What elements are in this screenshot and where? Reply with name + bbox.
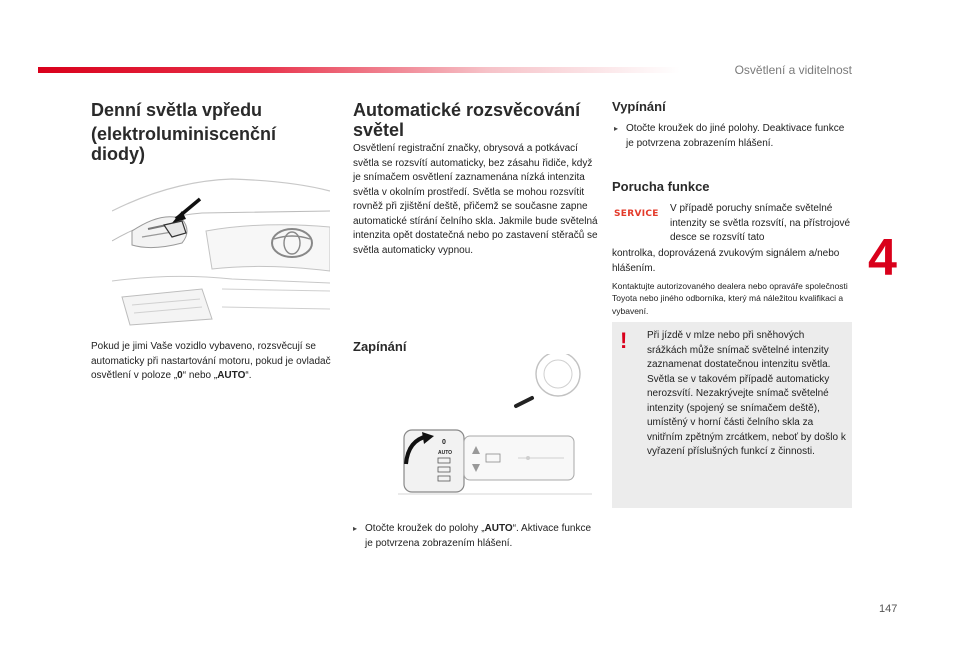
header-accent-bar bbox=[38, 67, 680, 73]
chapter-number: 4 bbox=[868, 229, 897, 287]
service-warning-icon: SERVICE bbox=[614, 209, 659, 219]
page-number: 147 bbox=[879, 603, 898, 615]
car-front-illustration bbox=[112, 171, 330, 327]
stalk-label-zero: 0 bbox=[442, 439, 446, 446]
position-zero-label: 0 bbox=[177, 370, 183, 381]
stalk-label-auto: AUTO bbox=[438, 450, 453, 456]
auto-label-2: AUTO bbox=[484, 523, 513, 534]
switch-off-text: Otočte kroužek do jiné polohy. Deaktivace funkce je potvrzena zobrazením hlášení. bbox=[626, 123, 845, 149]
section-title: Osvětlení a viditelnost bbox=[734, 63, 852, 77]
malfunction-text-2: kontrolka, doprovázená zvukovým signálem a/nebo hlášením. bbox=[612, 248, 840, 274]
daytime-lights-title-line1: Denní světla vpředu bbox=[91, 100, 263, 120]
daytime-lights-title-line2: (elektroluminiscenční diody) bbox=[91, 124, 277, 165]
switch-off-title: Vypínání bbox=[612, 99, 666, 114]
exclamation-icon: ! bbox=[620, 328, 628, 353]
pointer-icon: ▸ bbox=[614, 124, 619, 133]
auto-lights-title: Automatické rozsvěcování světel bbox=[353, 100, 581, 141]
light-stalk-illustration bbox=[398, 354, 592, 500]
auto-label: AUTO bbox=[217, 370, 246, 381]
switch-on-title: Zapínání bbox=[353, 339, 407, 354]
pointer-icon: ▸ bbox=[353, 524, 358, 533]
daytime-lights-text: Pokud je jimi Vaše vozidlo vybaveno, rozsvěcují se automaticky při nastartování motoru, pokud je ovladač osvětlení v poloze „0“ nebo „AUTO“. bbox=[91, 341, 331, 381]
daytime-lights-title bbox=[91, 100, 331, 168]
switch-on-instruction bbox=[353, 522, 593, 551]
warning-text: Při jízdě v mlze nebo při sněhových srážkách může snímač světelné intenzity zaznamenat dostatečnou intenzitu světla. Světla se v takovém případě automaticky nerozsvítí. Nezakrývejte snímač světelné intenzity (spojený se snímačem deště), umístěný v horní části čelního skla za vnitřním zpětným zrcátkem, neboť by došlo k vyřazení příslušných funkcí z činnosti. bbox=[647, 330, 846, 457]
auto-lights-text: Osvětlení registrační značky, obrysová a potkávací světla se rozsvítí automaticky, bez zásahu řidiče, když je snímačem osvětlení zaznamenána nízká intenzita světla v okolním prostředí. Světla se mohou rozsvítit rovněž při zjištění deště, přičemž se současne zapne automatické stírání čelního skla. Jakmile bude světelná intenzita opět dostatečná nebo po zastavení stěračů se světla automaticky vypnou. bbox=[353, 143, 598, 256]
switch-off-instruction bbox=[614, 122, 854, 151]
malfunction-contact-note: Kontaktujte autorizovaného dealera nebo opraváře společnosti Toyota nebo jiného odborníka, který má náležitou kvalifikaci a vybavení. bbox=[612, 281, 848, 316]
malfunction-title: Porucha funkce bbox=[612, 179, 710, 194]
switch-on-text: Otočte kroužek do polohy „AUTO“. Aktivace funkce je potvrzena zobrazením hlášení. bbox=[365, 523, 592, 549]
malfunction-text-1: V případě poruchy snímače světelné intenzity se světla rozsvítí, na přístrojové desce se rozsvítí tato bbox=[670, 203, 851, 243]
